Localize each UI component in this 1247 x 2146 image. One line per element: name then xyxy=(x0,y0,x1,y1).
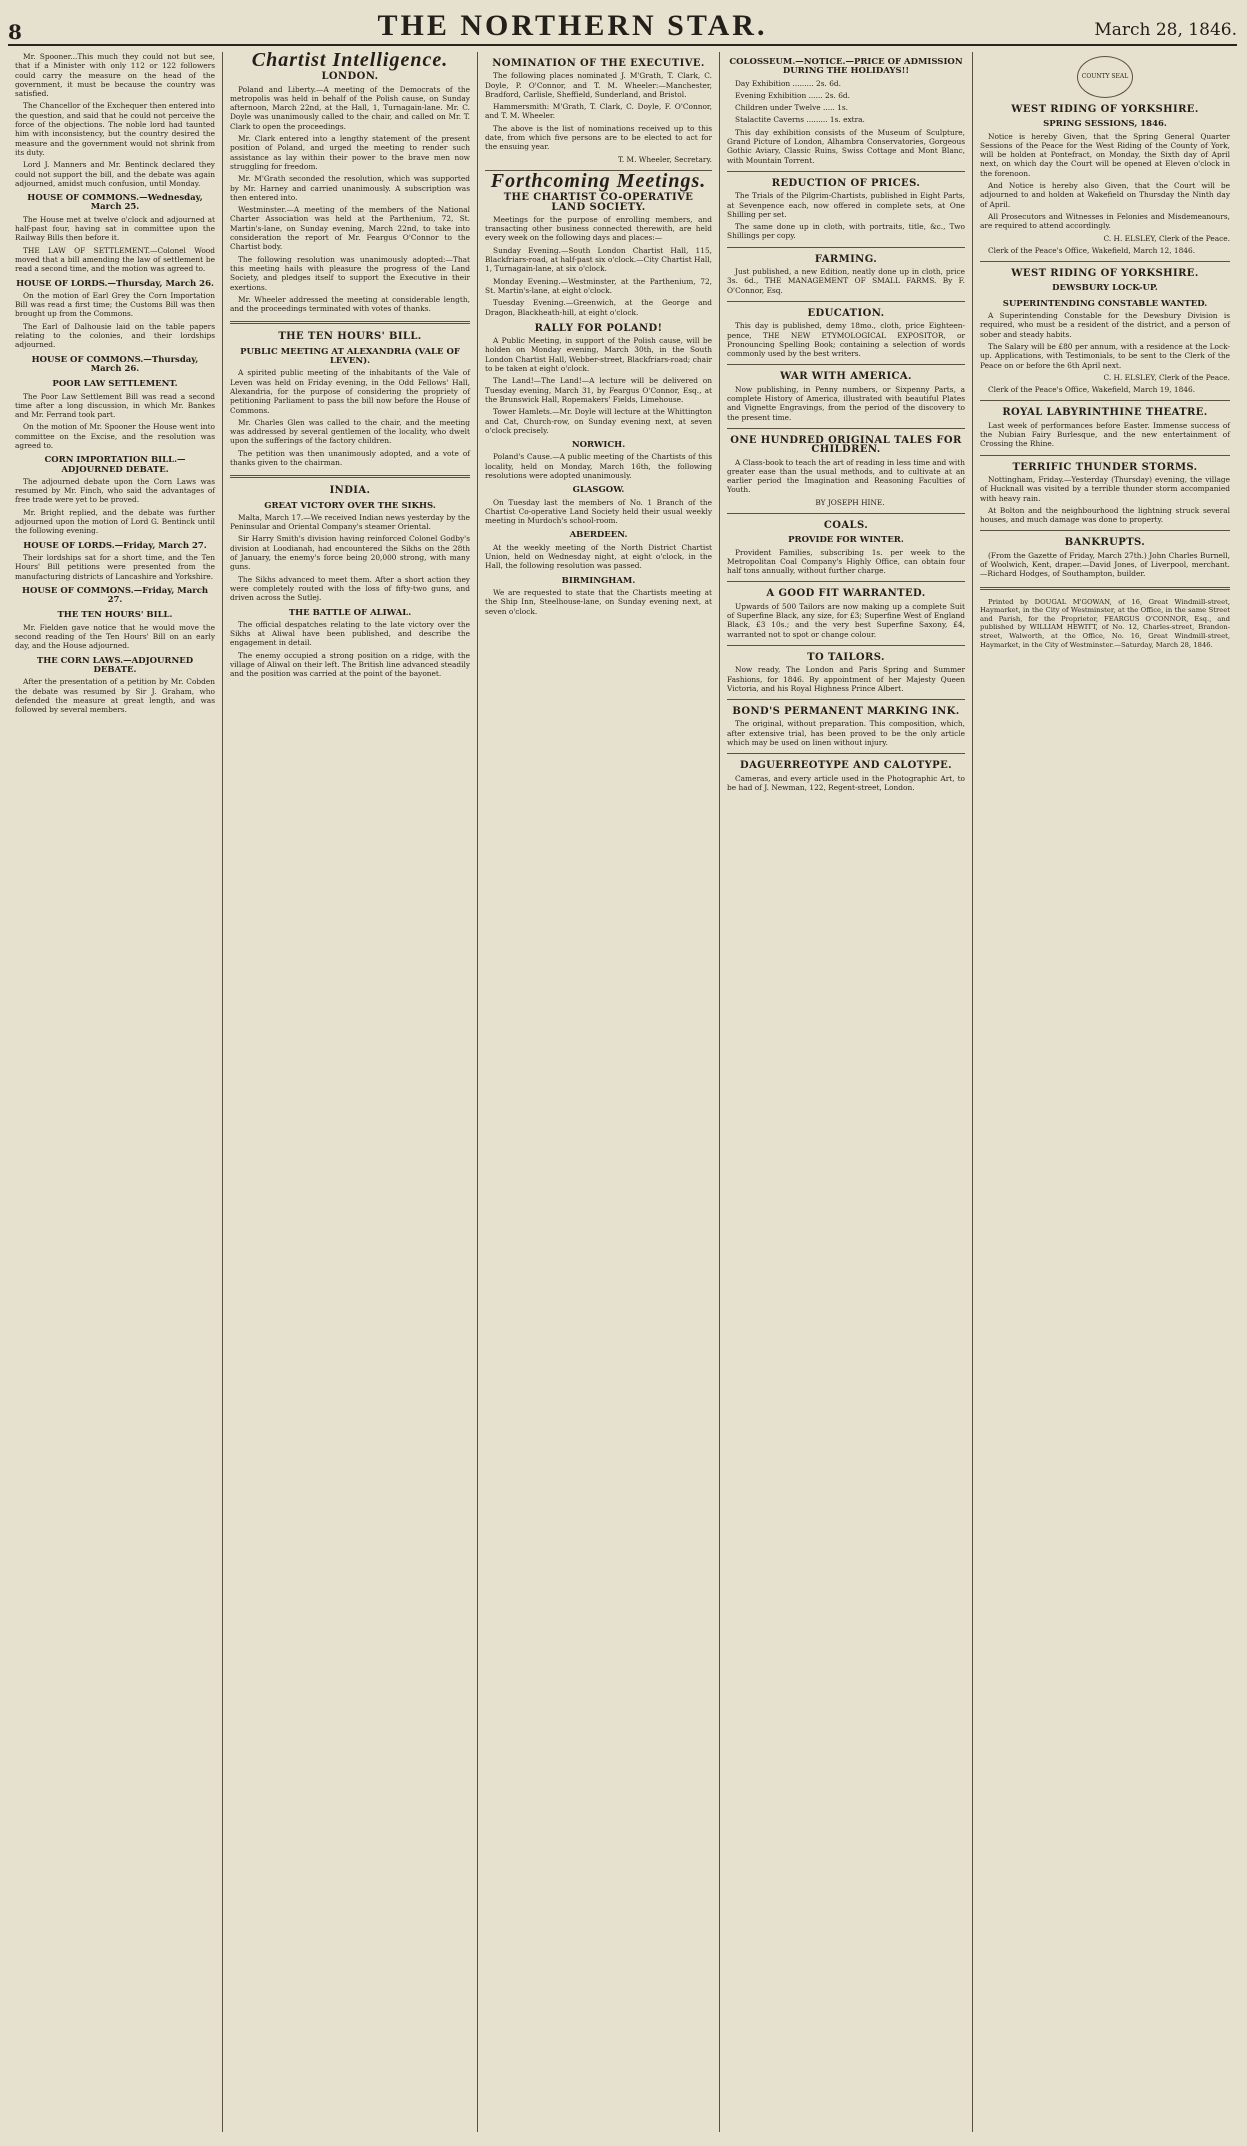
paragraph: A spirited public meeting of the inhabitants of the Vale of Leven was held on Friday evening, in the Odd Fellows' Hall, Alexandria, for the purpose of considering the propriety of petitioning Parliament to pass the bill now before the House of Commons. xyxy=(230,368,470,415)
ad-line: Children under Twelve ..... 1s. xyxy=(735,103,848,113)
paragraph: On the motion of Earl Grey the Corn Importation Bill was read a first time; the Customs Bill was then brought up from the Commons. xyxy=(15,290,215,319)
section-heading: CORN IMPORTATION BILL.—ADJOURNED DEBATE. xyxy=(44,455,186,475)
paragraph: All Prosecutors and Witnesses in Felonies and Misdemeanours, are required to attend accordingly. xyxy=(980,211,1230,231)
paragraph: Lord J. Manners and Mr. Bentinck declared they could not support the bill, and the debate was again adjourned, amidst much confusion, until Monday. xyxy=(15,160,215,188)
section-heading: HOUSE OF COMMONS.—Friday, March 27. xyxy=(21,585,209,606)
paragraph: Tower Hamlets.—Mr. Doyle will lecture at the Whittington and Cat, Church-row, on Sunday evening next, at seven o'clock precisely. xyxy=(485,407,712,435)
paragraph: Mr. Charles Glen was called to the chair, and the meeting was addressed by several gentlemen of the locality, who dwelt upon the sufferings of the factory children. xyxy=(230,417,470,446)
paragraph: The following places nominated J. M'Grath, T. Clark, C. Doyle, P. O'Connor, and T. M. Wheeler:—Manchester, Bradford, Carlisle, Sheffield, Sunderland, and Bristol. xyxy=(485,71,712,99)
signature: C. H. ELSLEY, Clerk of the Peace. xyxy=(1103,233,1230,243)
ad-heading: WAR WITH AMERICA. xyxy=(780,371,912,383)
divider xyxy=(727,581,965,582)
section-title: Forthcoming Meetings. xyxy=(490,169,707,192)
notice-heading: WEST RIDING OF YORKSHIRE. xyxy=(1011,268,1199,280)
section-heading: POOR LAW SETTLEMENT. xyxy=(52,379,178,390)
notice-heading: ROYAL LABYRINTHINE THEATRE. xyxy=(1002,407,1208,419)
column-grid xyxy=(8,52,1237,2132)
paragraph: Monday Evening.—Westminster, at the Parthenium, 72, St. Martin's-lane, at eight o'clock. xyxy=(485,276,712,295)
column-advertisements xyxy=(720,52,973,2132)
issue-date: March 28, 1846. xyxy=(1094,20,1237,40)
ad-heading: COLOSSEUM.—NOTICE.—PRICE OF ADMISSION DURING THE HOLIDAYS!! xyxy=(729,57,963,77)
divider xyxy=(980,455,1230,456)
divider xyxy=(230,321,470,324)
paragraph: Poland's Cause.—A public meeting of the Chartists of this locality, held on Monday, March 16th, the following resolutions were adopted unanimously. xyxy=(485,452,712,480)
divider xyxy=(727,699,965,700)
ad-line: Now ready, The London and Paris Spring and Summer Fashions, for 1846. By appointment of her Majesty Queen Victoria, and his Royal Highness Prince Albert. xyxy=(727,665,965,693)
ad-line: This day is published, demy 18mo., cloth, price Eighteen-pence, THE NEW ETYMOLOGICAL EXPOSITOR, or Pronouncing Spelling Book; containing a selection of words commonly used by the best writers. xyxy=(727,321,965,359)
office-line: Clerk of the Peace's Office, Wakefield, March 19, 1846. xyxy=(988,385,1196,395)
paragraph: At the weekly meeting of the North District Chartist Union, held on Wednesday night, at eight o'clock, in the Hall, the following resolution was passed. xyxy=(485,542,712,571)
paragraph: The above is the list of nominations received up to this date, from which five persons are to be elected to act for the ensuing year. xyxy=(485,123,712,152)
paragraph: The Salary will be £80 per annum, with a residence at the Lock-up. Applications, with Testimonials, to be sent to the Clerk of the Peace on or before the 6th April next. xyxy=(980,341,1230,370)
ad-heading: REDUCTION OF PRICES. xyxy=(771,177,921,189)
county-seal-icon xyxy=(1077,56,1133,98)
section-heading: RALLY FOR POLAND! xyxy=(534,322,663,334)
ad-heading: COALS. xyxy=(823,519,869,531)
ad-line: The same done up in cloth, with portraits, title, &c., Two Shillings per copy. xyxy=(727,222,965,241)
newspaper-title: THE NORTHERN STAR. xyxy=(377,9,768,42)
divider xyxy=(727,513,965,514)
column-fade xyxy=(8,2082,222,2132)
paragraph: The Land!—The Land!—A lecture will be delivered on Tuesday evening, March 31, by Feargus O'Connor, Esq., at the Brunswick Hall, Ropemakers' Fields, Limehouse. xyxy=(485,376,712,404)
divider xyxy=(727,645,965,646)
notice-subheading: DEWSBURY LOCK-UP. xyxy=(1052,283,1158,294)
section-heading: THE TEN HOURS' BILL. xyxy=(278,331,422,343)
section-title: Chartist Intelligence. xyxy=(251,52,449,71)
section-subheading: GREAT VICTORY OVER THE SIKHS. xyxy=(264,500,436,511)
section-subheading: BIRMINGHAM. xyxy=(561,575,636,586)
ad-line: Evening Exhibition ...... 2s. 6d. xyxy=(735,90,851,100)
divider xyxy=(727,364,965,365)
page-number: 8 xyxy=(8,20,22,44)
paragraph: Poland and Liberty.—A meeting of the Democrats of the metropolis was held in behalf of the Polish cause, on Sunday afternoon, March 22nd, at the Hall, 1, Turnagain-lane. Mr. C. Doyle was unanimously called to the chair, and called on Mr. T. Clark to open the proceedings. xyxy=(230,84,470,131)
paragraph: Mr. Fielden gave notice that he would move the second reading of the Ten Hours' Bill on an early day, and the House adjourned. xyxy=(15,622,215,651)
section-subheading: GLASGOW. xyxy=(572,485,625,496)
paragraph: The petition was then unanimously adopted, and a vote of thanks given to the chairman. xyxy=(230,448,470,467)
column-fade xyxy=(720,2082,972,2132)
column-chartist-intelligence xyxy=(223,52,478,2132)
ad-line: The Trials of the Pilgrim-Chartists, published in Eight Parts, at Sevenpence each, now offered in complete sets, at One Shilling per set. xyxy=(727,191,965,219)
ad-heading: A GOOD FIT WARRANTED. xyxy=(766,588,926,600)
ad-line: Now publishing, in Penny numbers, or Sixpenny Parts, a complete History of America, illustrated with beautiful Plates and Vignette Engravings, from the period of the discovery to the present time. xyxy=(727,384,965,422)
ad-heading: FARMING. xyxy=(814,253,878,265)
ad-line: Stalactite Caverns ......... 1s. extra. xyxy=(735,115,865,125)
paragraph: The enemy occupied a strong position on a ridge, with the village of Aliwal on their left. The British line advanced steadily and the position was carried at the point of the bayonet. xyxy=(230,650,470,679)
office-line: Clerk of the Peace's Office, Wakefield, March 12, 1846. xyxy=(988,245,1196,255)
section-subheading: THE BATTLE OF ALIWAL. xyxy=(288,607,412,618)
paragraph: At Bolton and the neighbourhood the lightning struck several houses, and much damage was done to property. xyxy=(980,505,1230,525)
paragraph: Sunday Evening.—South London Chartist Hall, 115, Blackfriars-road, at half-past six o'clock.—City Chartist Hall, 1, Turnagain-lane, at six o'clock. xyxy=(485,245,712,274)
paragraph: Westminster.—A meeting of the members of the National Charter Association was held at the Parthenium, 72, St. Martin's-lane, on Sunday evening, March 22nd, to take into consideration the report of Mr. Feargus O'Connor to the Chartist body. xyxy=(230,205,470,252)
ad-heading: ONE HUNDRED ORIGINAL TALES FOR CHILDREN. xyxy=(730,434,962,456)
paragraph: Mr. Clark entered into a lengthy statement of the present position of Poland, and urged the meeting to render such assistance as lay within their power to the brave men now struggling for freedom. xyxy=(230,134,470,171)
paragraph: The adjourned debate upon the Corn Laws was resumed by Mr. Finch, who said the advantages of free trade were yet to be proved. xyxy=(15,476,215,505)
paragraph: Malta, March 17.—We received Indian news yesterday by the Peninsular and Oriental Company's steamer Oriental. xyxy=(230,512,470,532)
paragraph: Nottingham, Friday.—Yesterday (Thursday) evening, the village of Hucknall was visited by a terrible thunder storm accompanied with heavy rain. xyxy=(980,474,1230,503)
paragraph: The Poor Law Settlement Bill was read a second time after a long discussion, in which Mr. Bankes and Mr. Ferrand took part. xyxy=(15,391,215,420)
paragraph: Their lordships sat for a short time, and the Ten Hours' Bill petitions were presented from the manufacturing districts of Lancashire and Yorkshire. xyxy=(15,552,215,581)
ad-heading: DAGUERREOTYPE AND CALOTYPE. xyxy=(740,760,952,772)
section-heading: HOUSE OF COMMONS.—Wednesday, March 25. xyxy=(27,193,203,213)
section-heading: HOUSE OF LORDS.—Thursday, March 26. xyxy=(16,278,214,289)
paragraph: THE LAW OF SETTLEMENT.—Colonel Wood moved that a bill amending the law of settlement be read a second time, and the motion was agreed to. xyxy=(15,245,215,274)
notice-subheading: SPRING SESSIONS, 1846. xyxy=(1043,119,1167,130)
paragraph: We are requested to state that the Chartists meeting at the Ship Inn, Steelhouse-lane, on Sunday evening next, at seven o'clock. xyxy=(485,587,712,616)
paragraph: (From the Gazette of Friday, March 27th.) John Charles Burnell, of Woolwich, Kent, draper.—David Jones, of Liverpool, merchant.—Richard Hodges, of Southampton, builder. xyxy=(980,550,1230,579)
paragraph: A Superintending Constable for the Dewsbury Division is required, who must be a resident of the district, and a person of sober and steady habits. xyxy=(980,311,1230,339)
masthead xyxy=(8,8,1237,46)
printer-imprint: Printed by DOUGAL M'GOWAN, of 16, Great Windmill-street, Haymarket, in the City of Westminster, at the Office, in the same Street and Parish, for the Proprietor, FEARGUS O'CONNOR, Esq., and published by WILLIAM HEWITT, of No. 12, Charles-street, Brandon-street, Walworth, at the Office, No. 16, Great Windmill-street, Haymarket, in the City of Westminster.—Saturday, March 28, 1846. xyxy=(980,597,1230,649)
ad-line: A Class-book to teach the art of reading in less time and with greater ease than the usual methods, and to cultivate at an earlier period the Imagination and Reasoning Faculties of Youth. xyxy=(727,457,965,495)
section-heading: HOUSE OF LORDS.—Friday, March 27. xyxy=(23,540,207,551)
ad-line: BY JOSEPH HINE. xyxy=(815,497,885,507)
ad-line: Cameras, and every article used in the Photographic Art, to be had of J. Newman, 122, Regent-street, London. xyxy=(727,773,965,792)
paragraph: The Sikhs advanced to meet them. After a short action they were completely routed with the loss of fifty-two guns, and driven across the Sutlej. xyxy=(230,574,470,603)
section-heading: THE CORN LAWS.—ADJOURNED DEBATE. xyxy=(36,655,194,675)
paragraph: Tuesday Evening.—Greenwich, at the George and Dragon, Blackheath-hill, at eight o'clock. xyxy=(485,298,712,317)
paragraph: Sir Harry Smith's division having reinforced Colonel Godby's division at Loodianah, had encountered the Sikhs on the 28th of January, the enemy's force being 20,000 strong, with many guns. xyxy=(230,534,470,572)
divider xyxy=(980,400,1230,401)
paragraph: Mr. Wheeler addressed the meeting at considerable length, and the proceedings terminated with votes of thanks. xyxy=(230,294,470,314)
paragraph: The House met at twelve o'clock and adjourned at half-past four, having sat in committee upon the Railway Bills then before it. xyxy=(15,214,215,243)
paragraph: A Public Meeting, in support of the Polish cause, will be holden on Monday evening, March 30th, in the South London Chartist Hall, Webber-street, Blackfriars-road; chair to be taken at eight o'clock. xyxy=(485,336,712,374)
ad-line: This day exhibition consists of the Museum of Sculpture, Grand Picture of London, Alhambra Conservatories, Gorgeous Gothic Aviary, Classic Ruins, Swiss Cottage and Mont Blanc, with Mountain Torrent. xyxy=(727,127,965,165)
paragraph: Notice is hereby Given, that the Spring General Quarter Sessions of the Peace for the West Riding of the County of York, will be holden at Pontefract, on Monday, the Sixth day of April next, on which day the Court will be opened at Eleven o'clock in the forenoon. xyxy=(980,131,1230,178)
divider xyxy=(980,587,1230,590)
section-heading: NOMINATION OF THE EXECUTIVE. xyxy=(492,58,705,69)
paragraph: The Chancellor of the Exchequer then entered into the question, and said that he could not perceive the force of the objections. The noble lord had taunted him with inconsistency, but the country desired the measure and the government would not shrink from its duty. xyxy=(15,101,215,157)
section-heading: HOUSE OF COMMONS.—Thursday, March 26. xyxy=(31,354,199,374)
divider xyxy=(230,475,470,478)
signature: T. M. Wheeler, Secretary. xyxy=(618,154,712,164)
paragraph: Meetings for the purpose of enrolling members, and transacting other business connected therewith, are held every week on the following days and places:— xyxy=(485,214,712,243)
divider xyxy=(727,301,965,302)
section-heading: LONDON. xyxy=(321,71,379,83)
column-parliament xyxy=(8,52,223,2132)
ad-line: Just published, a new Edition, neatly done up in cloth, price 3s. 6d., THE MANAGEMENT OF SMALL FARMS. By F. O'Connor, Esq. xyxy=(727,267,965,295)
ad-line: Upwards of 500 Tailors are now making up a complete Suit of Superfine Black, any size, for £3; Superfine West of England Black, £3 10s.; and the very best Superfine Saxony, £4, warranted not to spot or change colour. xyxy=(727,601,965,639)
paragraph: Mr. M'Grath seconded the resolution, which was supported by Mr. Harney and carried unanimously. A subscription was then entered into. xyxy=(230,174,470,202)
divider xyxy=(727,428,965,429)
divider xyxy=(727,171,965,172)
divider xyxy=(980,530,1230,531)
paragraph: On the motion of Mr. Spooner the House went into committee on the Excise, and the resolution was agreed to. xyxy=(15,422,215,450)
paragraph: Mr. Spooner...This much they could not but see, that if a Minister with only 112 or 122 followers could carry the measure on the head of the government, it must be because the country was satisfied. xyxy=(15,52,215,99)
ad-subheading: PROVIDE FOR WINTER. xyxy=(788,535,904,546)
divider xyxy=(727,247,965,248)
ad-line: The original, without preparation. This composition, which, after extensive trial, has been proved to be the only article which may be used on linen without injury. xyxy=(727,719,965,748)
paragraph: Last week of performances before Easter. Immense success of the Nubian Fairy Burlesque, and the new entertainment of Crossing the Rhine. xyxy=(980,420,1230,449)
paragraph: The official despatches relating to the late victory over the Sikhs at Aliwal have been published, and describe the engagement in detail. xyxy=(230,619,470,648)
seal-label: COUNTY SEAL xyxy=(1081,73,1129,81)
column-fade xyxy=(223,2082,477,2132)
ad-heading: EDUCATION. xyxy=(807,307,885,319)
column-fade xyxy=(478,2082,719,2132)
section-heading: INDIA. xyxy=(329,485,371,497)
divider xyxy=(980,261,1230,262)
section-heading: THE CHARTIST CO-OPERATIVE LAND SOCIETY. xyxy=(503,192,694,213)
notice-heading: WEST RIDING OF YORKSHIRE. xyxy=(1011,104,1199,115)
notice-subheading: SUPERINTENDING CONSTABLE WANTED. xyxy=(1002,298,1208,309)
paragraph: And Notice is hereby also Given, that the Court will be adjourned to and holden at Wakefield on Thursday the Ninth day of April. xyxy=(980,181,1230,209)
divider xyxy=(727,753,965,754)
paragraph: The Earl of Dalhousie laid on the table papers relating to the colonies, and their lordships adjourned. xyxy=(15,321,215,350)
section-heading: THE TEN HOURS' BILL. xyxy=(57,610,173,621)
paragraph: Hammersmith: M'Grath, T. Clark, C. Doyle, F. O'Connor, and T. M. Wheeler. xyxy=(485,102,712,121)
ad-line: Day Exhibition ......... 2s. 6d. xyxy=(735,78,841,88)
column-executive-meetings xyxy=(478,52,720,2132)
paragraph: On Tuesday last the members of No. 1 Branch of the Chartist Co-operative Land Society held their usual weekly meeting in Murdoch's school-room. xyxy=(485,497,712,526)
notice-heading: BANKRUPTS. xyxy=(1064,537,1146,549)
signature: C. H. ELSLEY, Clerk of the Peace. xyxy=(1103,372,1230,382)
paragraph: Mr. Bright replied, and the debate was further adjourned upon the motion of Lord G. Bentinck until the following evening. xyxy=(15,507,215,536)
paragraph: After the presentation of a petition by Mr. Cobden the debate was resumed by Sir J. Graham, who defended the measure at great length, and was followed by several members. xyxy=(15,677,215,715)
section-subheading: ABERDEEN. xyxy=(569,530,628,541)
ad-heading: BOND'S PERMANENT MARKING INK. xyxy=(732,706,960,718)
ad-heading: TO TAILORS. xyxy=(807,651,885,663)
column-notices xyxy=(973,52,1237,2132)
section-subheading: PUBLIC MEETING AT ALEXANDRIA (VALE OF LEVEN). xyxy=(240,346,460,367)
notice-heading: TERRIFIC THUNDER STORMS. xyxy=(1012,461,1198,473)
paragraph: The following resolution was unanimously adopted:—That this meeting hails with pleasure the progress of the Land Society, and pledges itself to support the Executive in their exertions. xyxy=(230,254,470,292)
section-subheading: NORWICH. xyxy=(571,440,626,451)
ad-line: Provident Families, subscribing 1s. per week to the Metropolitan Coal Company's Highly Office, can obtain four half tons annually, without further charge. xyxy=(727,547,965,576)
